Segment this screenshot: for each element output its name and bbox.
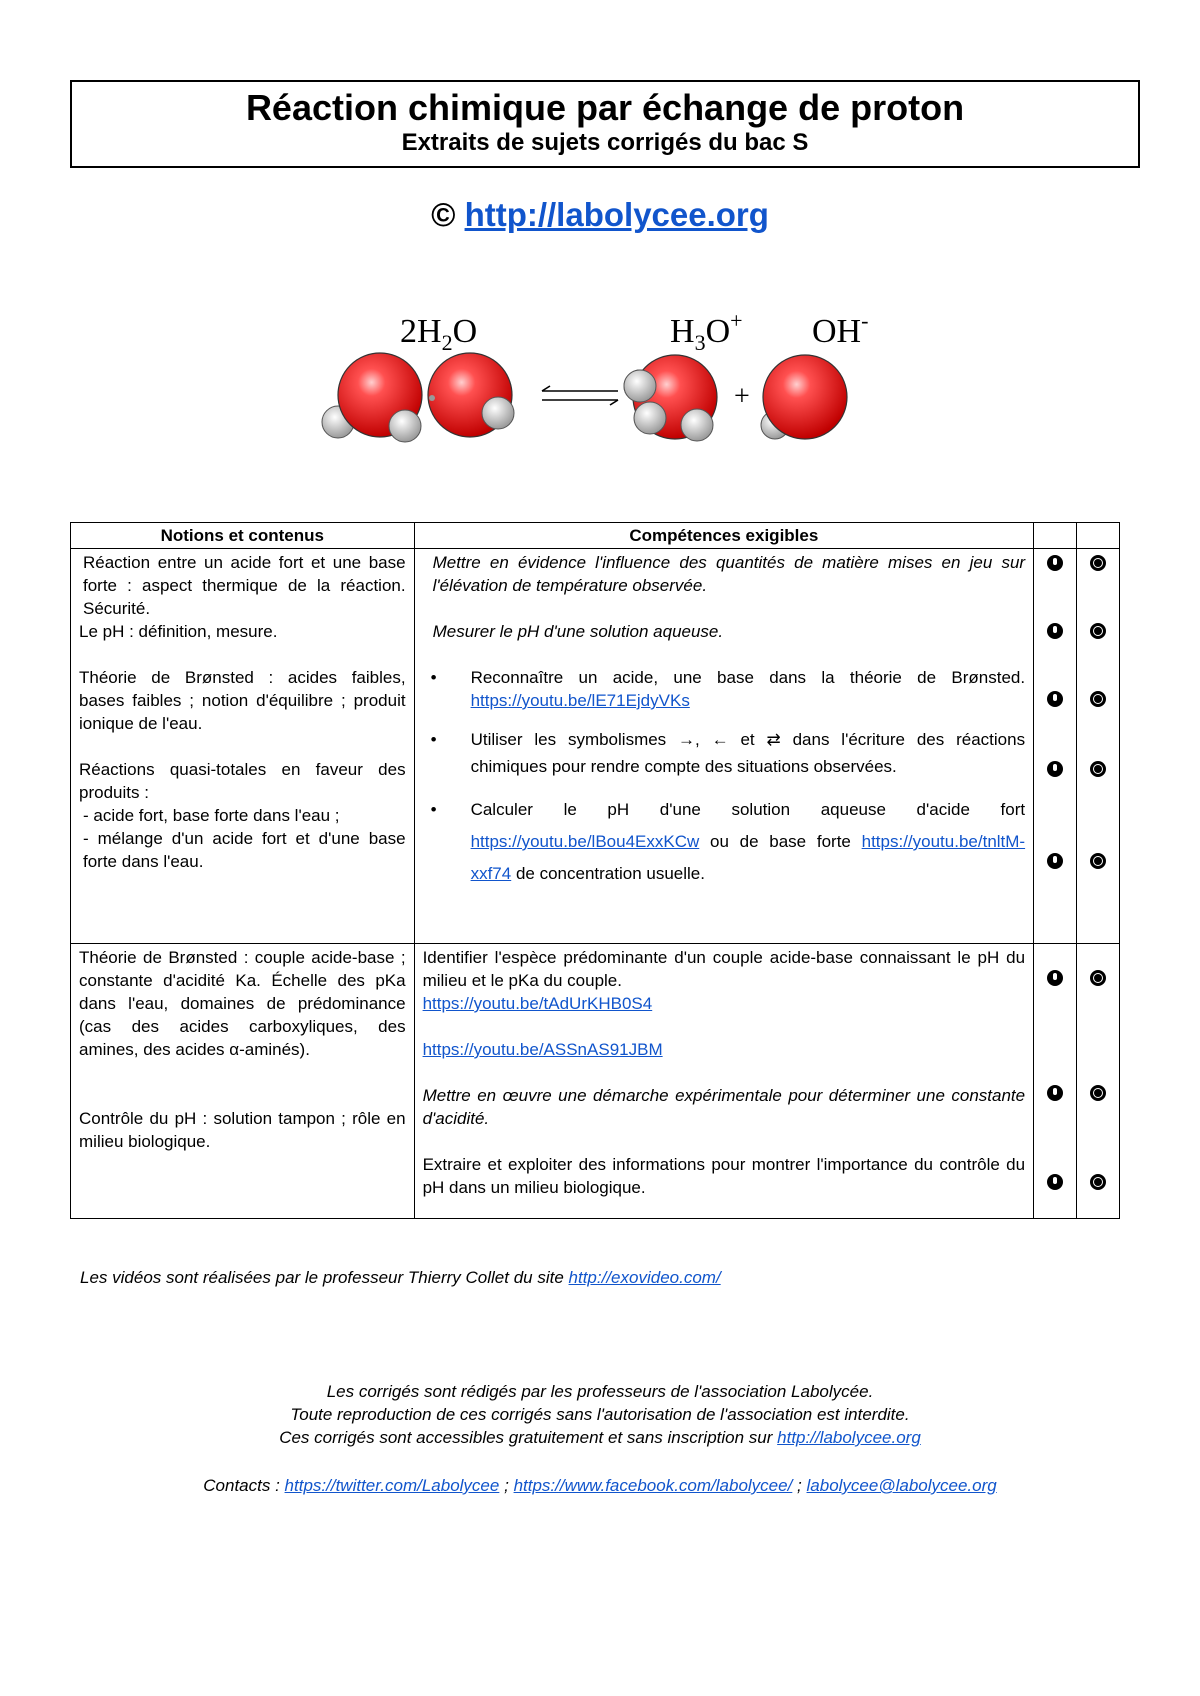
notions-cell-1: [71, 549, 415, 944]
smiley-bad-icon: [1090, 853, 1106, 869]
hydroxide-molecule: [761, 355, 847, 439]
hydronium-molecule: [624, 355, 717, 441]
bad-marks-2: [1077, 944, 1120, 1219]
bullet-icon: •: [430, 800, 437, 819]
labolycee-footer-link[interactable]: http://labolycee.org: [777, 1428, 921, 1447]
competence-item: • Utiliser les symbolismes →, ← et ⇄ dans l'écriture des réactions chimiques pour rendre compte des situations observées.: [423, 726, 1026, 780]
competence-item: Extraire et exploiter des informations pour montrer l'importance du contrôle du pH dans un milieu biologique.: [422, 1155, 1026, 1197]
video-link[interactable]: https://youtu.be/lBou4ExxKCw: [470, 832, 700, 851]
notion-item: - acide fort, base forte dans l'eau ;: [83, 806, 340, 825]
formula-oh: OH-: [812, 308, 869, 350]
page-subtitle: Extraits de sujets corrigés du bac S: [401, 129, 809, 156]
competence-item: • Reconnaître un acide, une base dans la théorie de Brønsted. https://youtu.be/lE71EjdyVKs: [423, 666, 1026, 712]
smiley-good-icon: [1047, 555, 1063, 571]
footer-notice: [0, 1380, 1200, 1449]
smiley-bad-icon: [1090, 1174, 1106, 1190]
email-link[interactable]: labolycee@labolycee.org: [806, 1476, 997, 1495]
competences-table: [70, 522, 1120, 1219]
smiley-good-icon: [1047, 1174, 1063, 1190]
competence-item: Mettre en œuvre une démarche expérimentale pour déterminer une constante d'acidité.: [422, 1086, 1026, 1128]
smiley-bad-icon: [1090, 1085, 1106, 1101]
header-competences: Compétences exigibles: [414, 523, 1034, 549]
copyright-line: [0, 196, 1200, 234]
smiley-bad-icon: [1090, 761, 1106, 777]
smiley-good-icon: [1047, 623, 1063, 639]
bullet-icon: •: [430, 730, 437, 749]
footer-line: Toute reproduction de ces corrigés sans l'autorisation de l'association est interdite.: [290, 1405, 910, 1424]
formula-h3o: $H_3O^+$: [670, 308, 743, 355]
table-row: [71, 944, 1120, 1219]
table-header-row: [71, 523, 1120, 549]
header-bad: [1077, 523, 1120, 549]
header-good: [1034, 523, 1077, 549]
smiley-good-icon: [1047, 853, 1063, 869]
facebook-link[interactable]: https://www.facebook.com/labolycee/: [513, 1476, 793, 1495]
smiley-bad-icon: [1090, 691, 1106, 707]
notion-item: Le pH : définition, mesure.: [79, 622, 278, 641]
equilibrium-arrows: [542, 386, 618, 405]
notion-item: Réactions quasi-totales en faveur des produits :: [79, 760, 406, 802]
labolycee-link[interactable]: http://labolycee.org: [464, 196, 769, 233]
smiley-good-icon: [1047, 1085, 1063, 1101]
contacts-line: Contacts : https://twitter.com/Labolycee ; https://www.facebook.com/labolycee/ ; labolycee@labolycee.org: [203, 1476, 997, 1495]
smiley-bad-icon: [1090, 623, 1106, 639]
water-autoprotolysis-illustration: [320, 300, 900, 480]
smiley-bad-icon: [1090, 555, 1106, 571]
smiley-good-icon: [1047, 691, 1063, 707]
notion-item: Théorie de Brønsted : acides faibles, bases faibles ; notion d'équilibre ; produit ionique de l'eau.: [79, 668, 406, 733]
video-credit: Les vidéos sont réalisées par le professeur Thierry Collet du site http://exovideo.com/: [80, 1268, 721, 1287]
smiley-good-icon: [1047, 970, 1063, 986]
competences-cell-2: [414, 944, 1034, 1219]
bullet-icon: •: [430, 668, 437, 687]
video-link[interactable]: https://youtu.be/lE71EjdyVKs: [470, 691, 690, 710]
table-row: [71, 549, 1120, 944]
page-title: Réaction chimique par échange de proton: [245, 87, 965, 128]
twitter-link[interactable]: https://twitter.com/Labolycee: [284, 1476, 500, 1495]
competence-item: Mesurer le pH d'une solution aqueuse.: [432, 622, 724, 641]
header-notions: Notions et contenus: [71, 523, 415, 549]
good-marks-2: [1034, 944, 1077, 1219]
plus-sign-2: +: [734, 381, 750, 412]
video-link[interactable]: https://youtu.be/ASSnAS91JBM: [422, 1040, 663, 1059]
notion-item: - mélange d'un acide fort et d'une base forte dans l'eau.: [83, 829, 406, 871]
competence-item: Identifier l'espèce prédominante d'un couple acide-base connaissant le pH du milieu et le pKa du couple.: [422, 948, 1026, 990]
water-molecule-2: [428, 353, 514, 437]
good-marks-1: [1034, 549, 1077, 944]
notion-item: Réaction entre un acide fort et une base forte : aspect thermique de la réaction. Sécurité.: [83, 553, 406, 618]
title-box: [70, 80, 1140, 168]
water-molecule-1: [322, 353, 422, 442]
copyright-symbol: ©: [431, 196, 456, 233]
footer-line: Ces corrigés sont accessibles gratuitement et sans inscription sur http://labolycee.org: [279, 1428, 921, 1447]
exovideo-link[interactable]: http://exovideo.com/: [568, 1268, 721, 1287]
formula-2h2o: $2H_2O$: [400, 313, 478, 355]
competences-cell-1: [414, 549, 1034, 944]
notions-cell-2: [71, 944, 415, 1219]
smiley-good-icon: [1047, 761, 1063, 777]
bad-marks-1: [1077, 549, 1120, 944]
competence-item: • Calculer le pH d'une solution aqueuse d'acide fort https://youtu.be/lBou4ExxKCw ou de base forte https://youtu.be/tnltM-xxf74 de concentration usuelle.: [423, 794, 1026, 890]
footer-line: Les corrigés sont rédigés par les professeurs de l'association Labolycée.: [326, 1382, 874, 1401]
competence-item: Mettre en évidence l'influence des quantités de matière mises en jeu sur l'élévation de température observée.: [432, 553, 1026, 595]
video-link[interactable]: https://youtu.be/tAdUrKHB0S4: [422, 994, 653, 1013]
notion-item: Théorie de Brønsted : couple acide-base ; constante d'acidité Ka. Échelle des pKa dans l'eau, domaines de prédominance (cas des acides carboxyliques, des amines, des acides α-aminés).: [79, 948, 406, 1059]
notion-item: Contrôle du pH : solution tampon ; rôle en milieu biologique.: [79, 1109, 406, 1151]
smiley-bad-icon: [1090, 970, 1106, 986]
video-link[interactable]: https://youtu.be/tnltM-xxf74: [470, 832, 1026, 883]
equilibrium-symbol: ⇄: [766, 730, 781, 749]
